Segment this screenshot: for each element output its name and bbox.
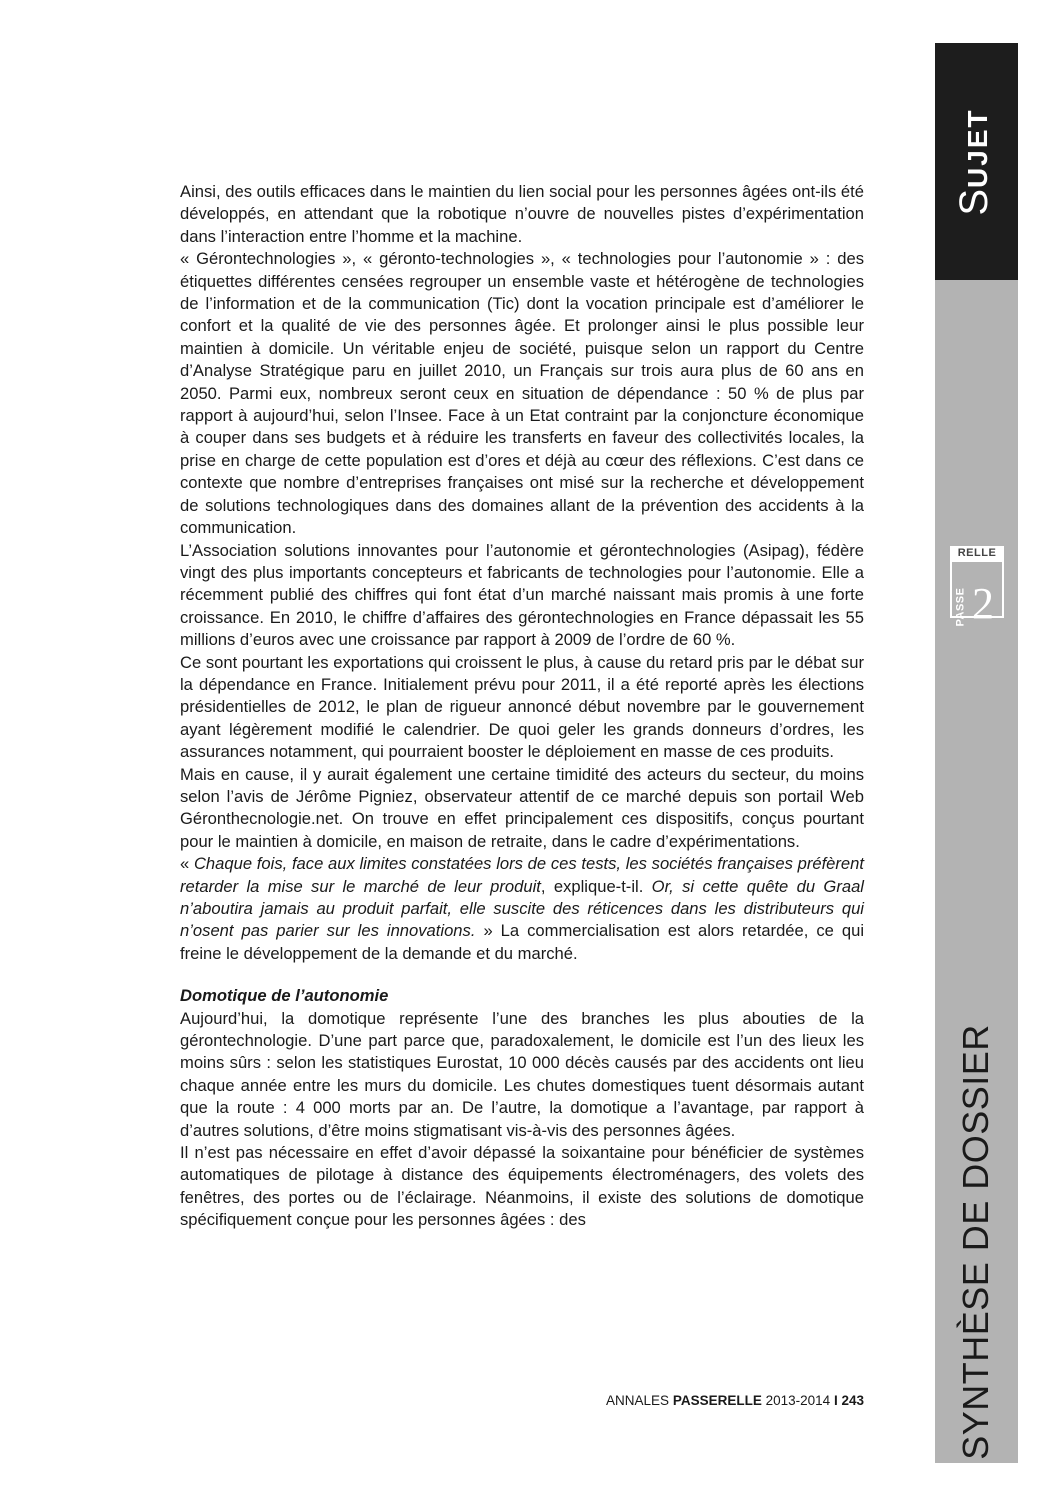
paragraph-2: « Gérontechnologies », « géronto-technologies », « technologies pour l’autonomie » : des étiquettes différentes censées regrouper un ensemble vaste et hétérogène de technologies de l’information et de la communication (Tic) dont la vocation principale est d’améliorer le confort et la qualité de vie des personnes âgée. Et prolonger ainsi le plus possible leur maintien à domicile. Un véritable enjeu de société, puisque selon un rapport du Centre d’Analyse Stratégique paru en juillet 2010, un Français sur trois aura plus de 60 ans en 2050. Parmi eux, nombreux seront ceux en situation de dépendance : 50 % de plus par rapport à aujourd’hui, selon l’Insee. Face à un Etat contraint par la conjoncture économique à couper dans ses budgets et à réduire les transferts en faveur des collectivités locales, la prise en charge de cette population est d’ores et déjà au cœur des réflexions. C’est dans ce contexte que nombre d’entreprises françaises ont misé sur la recherche et développement de solutions technologiques dans des domaines allant de la prévention des accidents à la communication.: [180, 249, 864, 538]
paragraph-1: Ainsi, des outils efficaces dans le maintien du lien social pour les personnes âgées ont-ils été développés, en attendant que la robotique n’ouvre de nouvelles pistes d’expérimentation dans l’interaction entre l’homme et la machine.: [180, 182, 864, 246]
quote-part-2: Or, si cette quête du Graal n’aboutira jamais au produit parfait, elle suscite des réticences dans les distributeurs qui n’osent pas parier sur les innovations.: [180, 876, 864, 941]
logo-number: 2: [972, 579, 994, 628]
paragraph-5: Mais en cause, il y aurait également une certaine timidité des acteurs du secteur, du moins selon l’avis de Jérôme Pigniez, observateur attentif de ce marché depuis son portail Web Géronthecnologie.net. On trouve en effet principalement ces dispositifs, conçus pourtant pour le maintien à domicile, en maison de retraite, dans le cadre d’expérimentations.: [180, 764, 864, 851]
section-label-sujet: SUJET: [952, 108, 996, 216]
footer-separator: I: [833, 1393, 838, 1408]
section-label-synthese: SYNTHÈSE DE DOSSIER: [955, 1024, 996, 1460]
footer-passerelle: PASSERELLE: [672, 1393, 762, 1408]
section-heading: Domotique de l’autonomie: [180, 986, 389, 1006]
passerelle-2-logo: [950, 546, 1004, 628]
footer-years: 2013-2014: [765, 1393, 831, 1408]
logo-top-text: RELLE: [950, 546, 1004, 560]
logo-side-text: PASSE: [954, 587, 967, 627]
paragraph-8: Il n’est pas nécessaire en effet d’avoir dépassé la soixantaine pour bénéficier de systèmes automatiques de pilotage à distance des équipements électroménagers, des volets des fenêtres, des portes ou de l’éclairage. Néanmoins, il existe des solutions de domotique spécifiquement conçue pour les personnes âgées : des: [180, 1143, 864, 1230]
article-body: [180, 181, 864, 1232]
footer-annales: ANNALES: [606, 1393, 670, 1408]
page-number: 243: [841, 1393, 864, 1408]
paragraph-6-quote: « Chaque fois, face aux limites constatées lors de ces tests, les sociétés françaises préfèrent retarder la mise sur le marché de leur produit, explique-t-il. Or, si cette quête du Graal n’aboutira jamais au produit parfait, elle suscite des réticences dans les distributeurs qui n’osent pas parier sur les innovations. » La commercialisation est alors retardée, ce qui freine le développement de la demande et du marché.: [180, 854, 865, 963]
logo-frame: [950, 560, 1004, 628]
page-footer: [606, 1393, 864, 1409]
paragraph-7: Aujourd’hui, la domotique représente l’une des branches les plus abouties de la gérontechnologie. D’une part parce que, paradoxalement, le domicile est l’un des lieux les moins sûrs : selon les statistiques Eurostat, 10 000 décès causés par des accidents ont lieu chaque année entre les murs du domicile. Les chutes domestiques tuent désormais autant que la route : 4 000 morts par an. De l’autre, la domotique a l’avantage, par rapport à d’autres solutions, d’être moins stigmatisant vis-à-vis des personnes âgées.: [180, 1008, 864, 1140]
quote-part-1: Chaque fois, face aux limites constatées lors de ces tests, les sociétés françaises préfèrent retarder la mise sur le marché de leur produit: [180, 854, 865, 896]
paragraph-4: Ce sont pourtant les exportations qui croissent le plus, à cause du retard pris par le débat sur la dépendance en France. Initialement prévu pour 2011, il a été reporté après les élections présidentielles de 2012, le plan de rigueur annoncé début novembre par le gouvernement ayant légèrement modifié le calendrier. De quoi geler les grands donneurs d’ordres, les assurances notamment, qui pourraient booster le déploiement en masse de ces produits.: [180, 652, 864, 762]
paragraph-3: L’Association solutions innovantes pour l’autonomie et gérontechnologies (Asipag), fédère vingt des plus importants concepteurs et fabricants de technologies pour l’autonomie. Elle a récemment publié des chiffres qui font état d’un marché naissant mais promis à une forte croissance. En 2010, le chiffre d’affaires des gérontechnologies en France dépassait les 55 millions d’euros avec une croissance par rapport à 2009 de l’ordre de 60 %.: [180, 540, 864, 650]
